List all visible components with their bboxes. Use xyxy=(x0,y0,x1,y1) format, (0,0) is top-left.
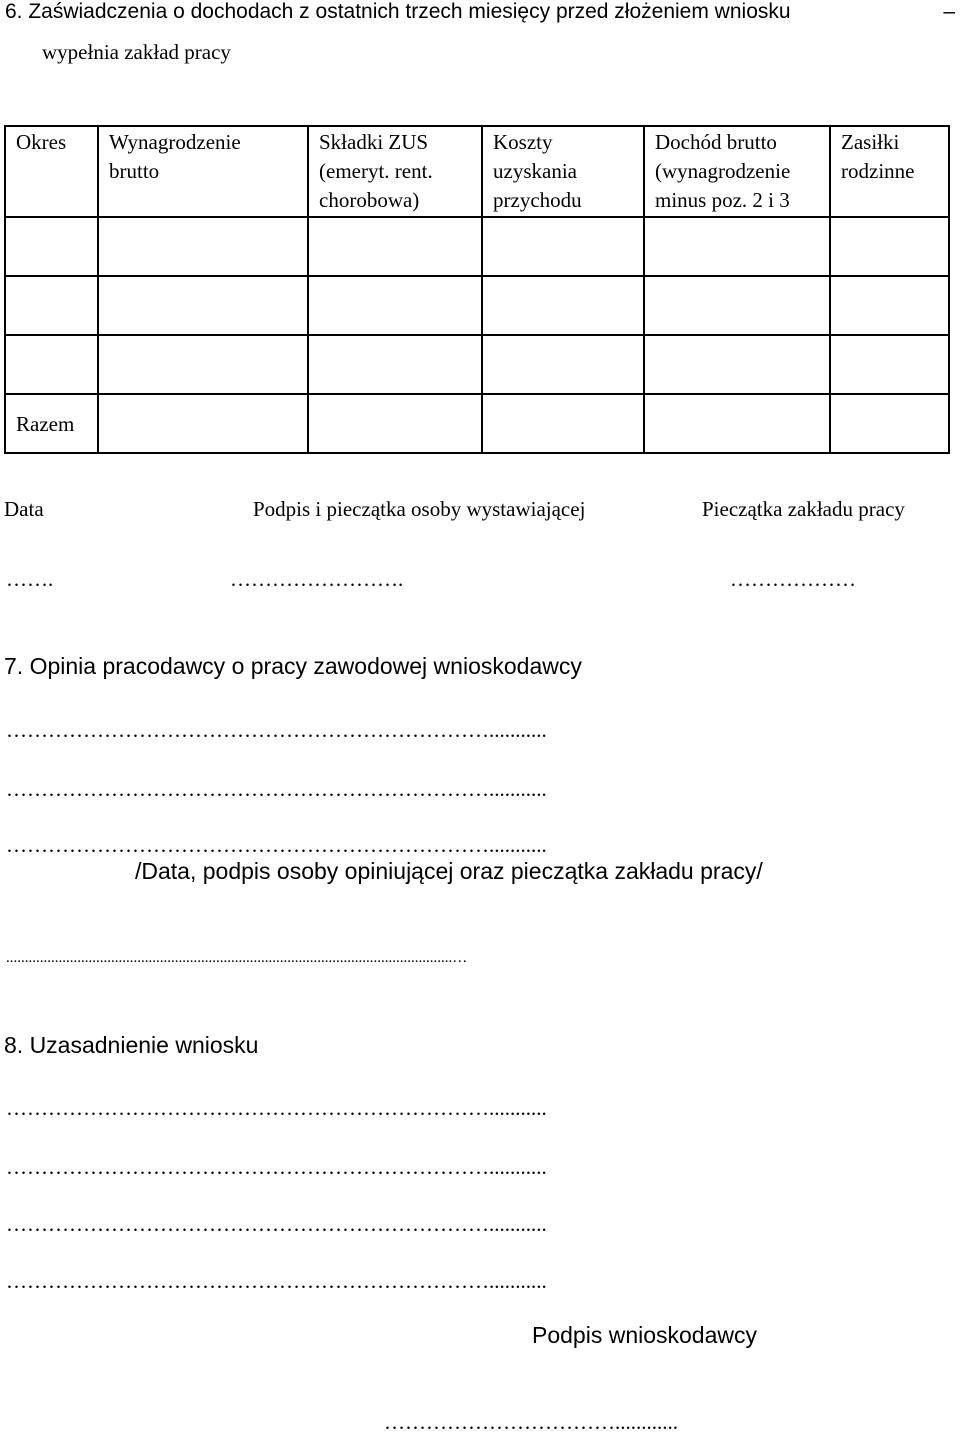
table-cell[interactable] xyxy=(5,217,98,276)
table-cell[interactable] xyxy=(644,335,830,394)
table-cell[interactable] xyxy=(308,276,482,335)
table-cell[interactable] xyxy=(482,335,644,394)
table-cell[interactable] xyxy=(644,276,830,335)
stamp-label: Pieczątka zakładu pracy xyxy=(702,497,905,521)
header-wynagrodzenie-brutto: Wynagrodzenie brutto xyxy=(98,126,308,217)
section-6-title xyxy=(5,0,955,26)
opinion-line[interactable]: ……………………………………………………………........... xyxy=(6,718,547,742)
table-cell[interactable] xyxy=(830,217,949,276)
justification-line[interactable]: ……………………………………………………………........... xyxy=(6,1096,547,1120)
table-cell[interactable] xyxy=(98,217,308,276)
table-cell[interactable] xyxy=(830,335,949,394)
total-label: Razem xyxy=(5,394,98,453)
table-cell[interactable] xyxy=(308,217,482,276)
table-cell[interactable] xyxy=(644,394,830,453)
income-table-header-row xyxy=(5,126,949,217)
justification-line[interactable]: ……………………………………………………………........... xyxy=(6,1269,547,1293)
table-cell[interactable] xyxy=(308,335,482,394)
table-cell[interactable] xyxy=(5,276,98,335)
section-6-title-dash: – xyxy=(943,0,955,23)
header-zasilki-rodzinne: Zasiłki rodzinne xyxy=(830,126,949,217)
date-field[interactable]: ……. xyxy=(6,567,54,591)
income-table xyxy=(4,125,950,454)
header-skladki-zus: Składki ZUS (emeryt. rent. chorobowa) xyxy=(308,126,482,217)
table-cell[interactable] xyxy=(98,394,308,453)
opinion-signature-caption: /Data, podpis osoby opiniującej oraz pieczątka zakładu pracy/ xyxy=(135,858,763,884)
section-6-subtitle: wypełnia zakład pracy xyxy=(42,40,231,64)
header-dochod-brutto: Dochód brutto (wynagrodzenie minus poz. 2 i 3 xyxy=(644,126,830,217)
justification-line[interactable]: ……………………………………………………………........... xyxy=(6,1155,547,1179)
table-cell[interactable] xyxy=(98,335,308,394)
stamp-field[interactable]: ……………… xyxy=(730,567,856,591)
header-koszty-uzyskania: Koszty uzyskania przychodu xyxy=(482,126,644,217)
section-8-title: 8. Uzasadnienie wniosku xyxy=(4,1032,259,1058)
opinion-line[interactable]: ……………………………………………………………........... xyxy=(6,777,547,801)
table-cell[interactable] xyxy=(644,217,830,276)
signer-field[interactable]: ……………………. xyxy=(230,567,404,591)
opinion-line[interactable]: ……………………………………………………………........... xyxy=(6,833,547,857)
applicant-signature-field[interactable]: ……………………………............ xyxy=(384,1410,678,1434)
section-6-title-text: 6. Zaświadczenia o dochodach z ostatnich trzech miesięcy przed złożeniem wniosku xyxy=(5,0,791,23)
table-cell[interactable] xyxy=(482,394,644,453)
date-label: Data xyxy=(4,497,44,521)
table-cell[interactable] xyxy=(830,276,949,335)
table-cell[interactable] xyxy=(830,394,949,453)
table-cell[interactable] xyxy=(482,276,644,335)
table-cell[interactable] xyxy=(482,217,644,276)
separator-dotted-line: .......................................................................................................................… xyxy=(6,950,468,966)
justification-line[interactable]: ……………………………………………………………........... xyxy=(6,1212,547,1236)
header-okres: Okres xyxy=(5,126,98,217)
table-row xyxy=(5,276,949,335)
applicant-signature-label: Podpis wnioskodawcy xyxy=(532,1322,758,1348)
table-cell[interactable] xyxy=(308,394,482,453)
table-row xyxy=(5,217,949,276)
table-cell[interactable] xyxy=(5,335,98,394)
table-row xyxy=(5,335,949,394)
section-7-title: 7. Opinia pracodawcy o pracy zawodowej wnioskodawcy xyxy=(4,653,582,679)
table-cell[interactable] xyxy=(98,276,308,335)
signer-label: Podpis i pieczątka osoby wystawiającej xyxy=(253,497,586,521)
table-row-total xyxy=(5,394,949,453)
